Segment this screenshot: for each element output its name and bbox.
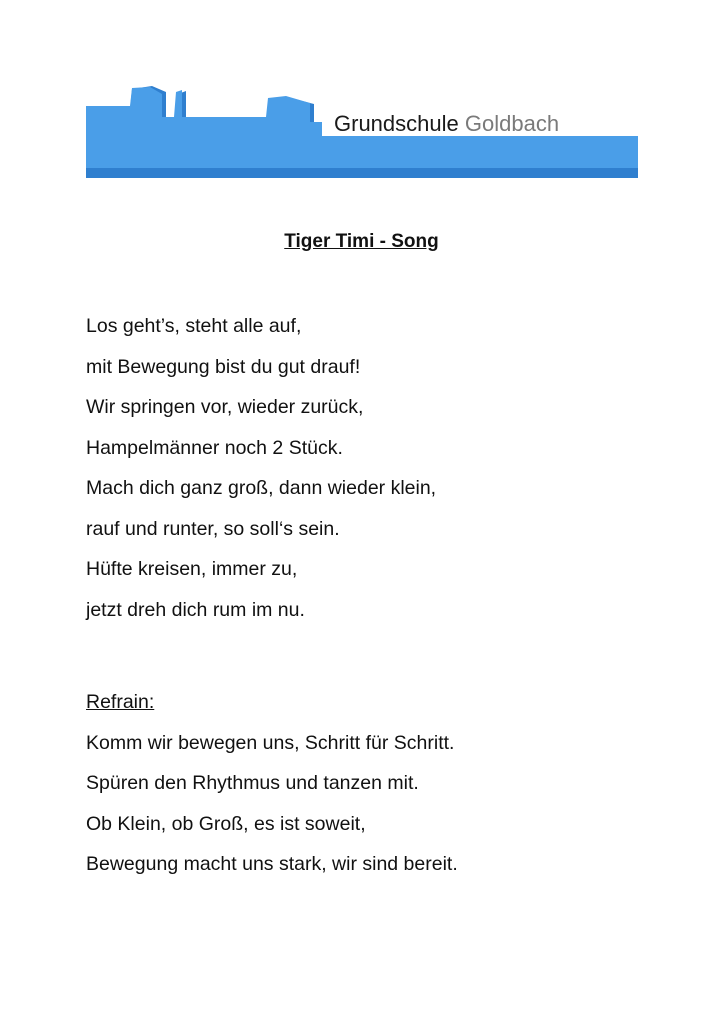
refrain-heading: Refrain: bbox=[86, 691, 155, 713]
school-name-light: Goldbach bbox=[464, 111, 560, 136]
school-logo-banner bbox=[86, 86, 638, 178]
verse-line: Hampelmänner noch 2 Stück. bbox=[86, 436, 343, 459]
refrain bbox=[86, 688, 458, 891]
verse-line: Mach dich ganz groß, dann wieder klein, bbox=[86, 477, 437, 499]
refrain-line: Ob Klein, ob Groß, es ist soweit, bbox=[86, 812, 366, 835]
school-name bbox=[334, 110, 559, 138]
verse bbox=[86, 312, 436, 636]
refrain-line: Bewegung macht uns stark, wir sind bereit. bbox=[86, 853, 458, 875]
verse-line: Hüfte kreisen, immer zu, bbox=[86, 558, 298, 580]
school-name-bold: Grundschule bbox=[334, 111, 459, 136]
verse-line: rauf und runter, so soll‘s sein. bbox=[86, 517, 340, 540]
verse-line: jetzt dreh dich rum im nu. bbox=[86, 598, 305, 621]
refrain-line: Spüren den Rhythmus und tanzen mit. bbox=[86, 772, 419, 794]
verse-line: Los geht’s, steht alle auf, bbox=[86, 315, 302, 337]
song-title: Tiger Timi - Song bbox=[284, 231, 439, 252]
verse-line: Wir springen vor, wieder zurück, bbox=[86, 396, 364, 418]
refrain-line: Komm wir bewegen uns, Schritt für Schritt. bbox=[86, 731, 455, 754]
verse-line: mit Bewegung bist du gut drauf! bbox=[86, 355, 361, 378]
